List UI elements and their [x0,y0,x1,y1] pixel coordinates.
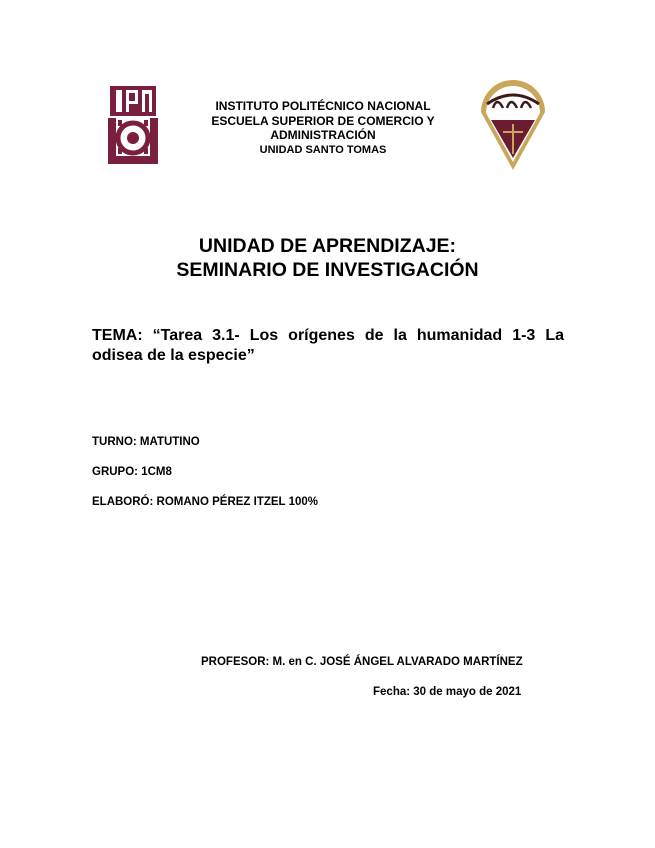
date-field: Fecha: 30 de mayo de 2021 [373,686,522,698]
campus-name: UNIDAD SANTO TOMAS [259,143,387,156]
topic [92,326,564,366]
professor-field: PROFESOR: M. en C. JOSÉ ÁNGEL ALVARADO MARTÍNEZ [201,656,523,668]
esca-shield-logo [477,76,549,172]
school-name-line1: ESCUELA SUPERIOR DE COMERCIO Y [211,113,435,128]
institution-header [188,99,458,157]
author-field: ELABORÓ: ROMANO PÉREZ ITZEL 100% [92,496,318,508]
course-title-line2: SEMINARIO DE INVESTIGACIÓN [176,259,479,281]
esca-shield-graphic [477,76,549,172]
ipn-logo-graphic [104,80,162,168]
course-title [0,234,655,282]
school-name-line2: ADMINISTRACIÓN [270,128,376,142]
course-title-line1: UNIDAD DE APRENDIZAJE: [198,235,457,257]
shift-field: TURNO: MATUTINO [92,436,200,448]
group-field: GRUPO: 1CM8 [92,466,172,478]
ipn-logo [104,80,162,168]
topic-value: “Tarea 3.1- Los orígenes de la humanidad 1-3 La odisea de la especie” [92,327,564,364]
institution-name: INSTITUTO POLITÉCNICO NACIONAL [215,99,431,113]
topic-label: TEMA: [92,327,153,344]
